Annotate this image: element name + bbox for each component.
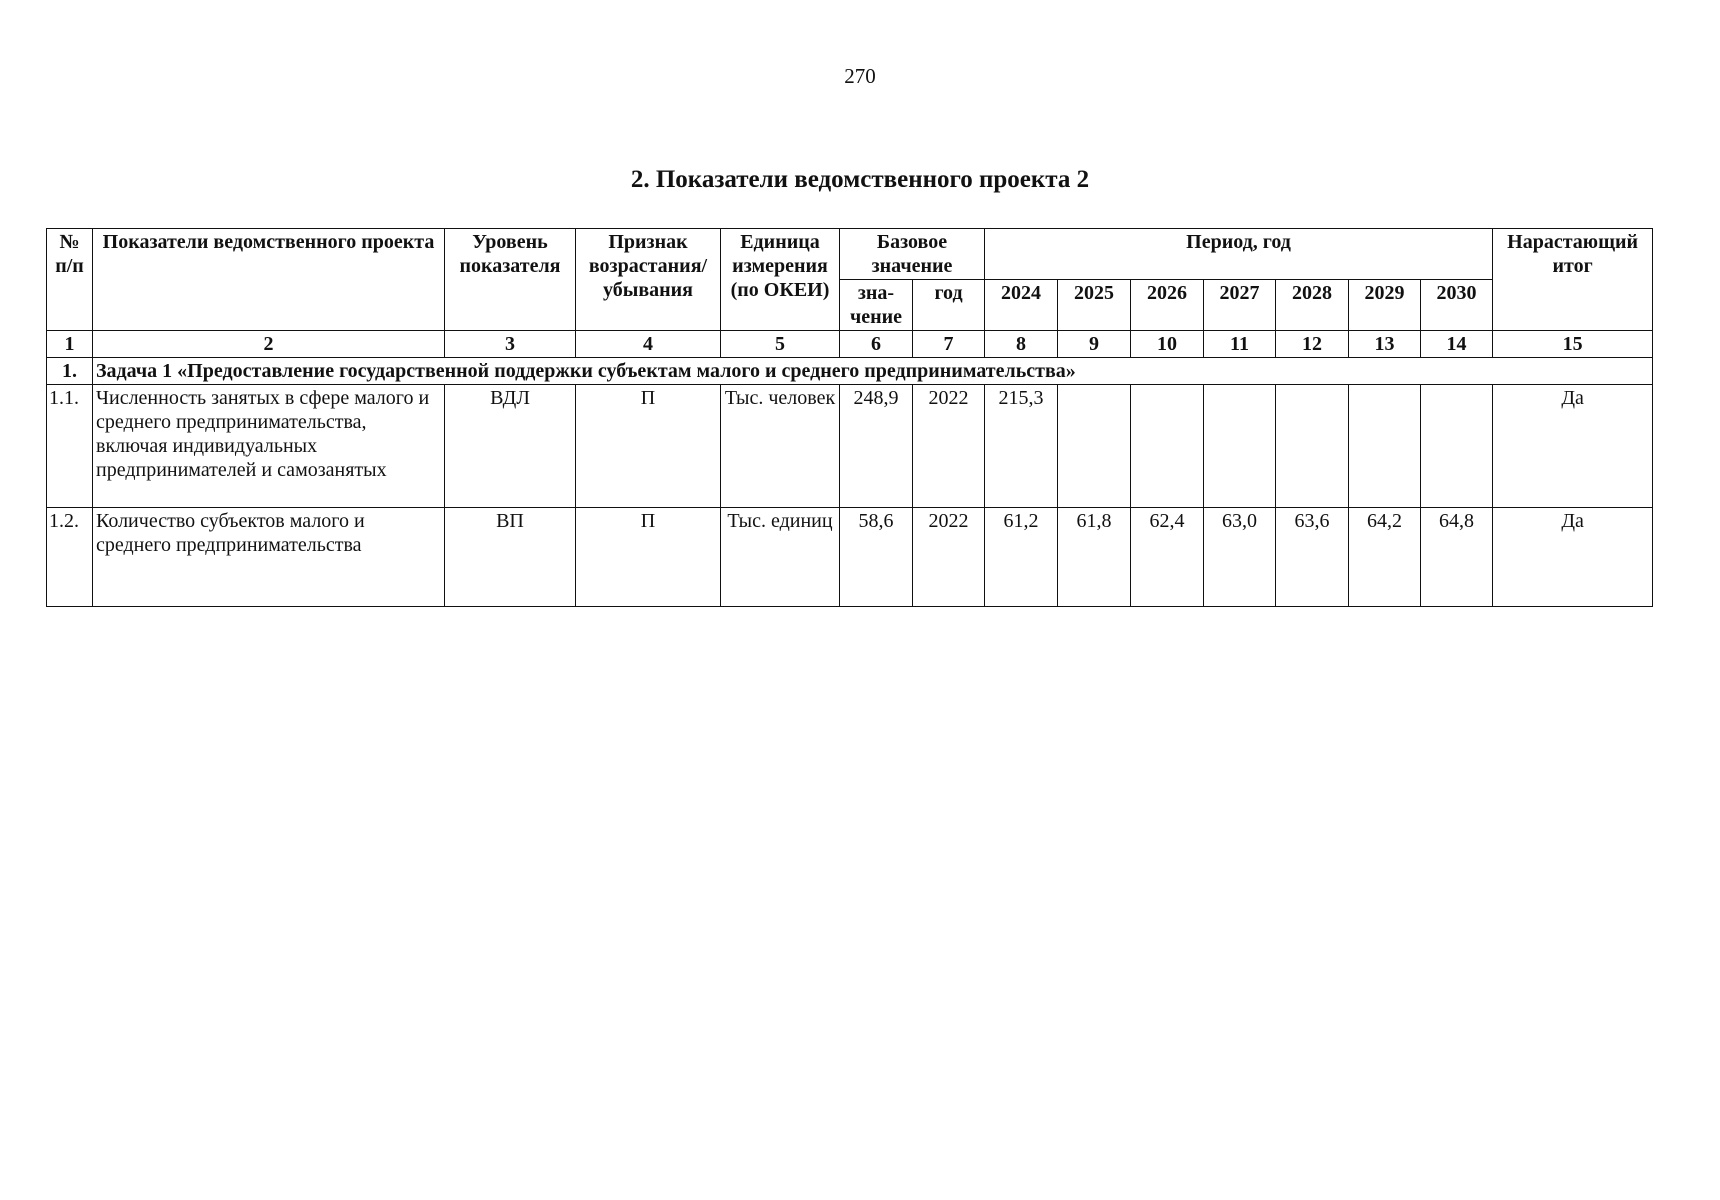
header-indicator: Показатели ведомственного проекта bbox=[93, 229, 445, 331]
indicator-unit: Тыс. человек bbox=[721, 385, 840, 508]
column-number: 8 bbox=[985, 331, 1058, 358]
year-value: 64,8 bbox=[1421, 508, 1493, 607]
indicator-name: Численность занятых в сфере малого и среднего предпринимательства, включая индивидуальных предпринимателей и самозанятых bbox=[93, 385, 445, 508]
header-year: 2024 bbox=[985, 280, 1058, 331]
task-number: 1. bbox=[47, 358, 93, 385]
column-number: 14 bbox=[1421, 331, 1493, 358]
year-value: 64,2 bbox=[1349, 508, 1421, 607]
indicators-table bbox=[46, 228, 1653, 607]
table-row bbox=[47, 508, 1653, 607]
column-number: 5 bbox=[721, 331, 840, 358]
column-number: 1 bbox=[47, 331, 93, 358]
header-base: Базовое значение bbox=[840, 229, 985, 280]
header-trend: Признак возрастания/ убывания bbox=[576, 229, 721, 331]
cumulative-value: Да bbox=[1493, 508, 1653, 607]
indicator-trend: П bbox=[576, 508, 721, 607]
year-value bbox=[1204, 385, 1276, 508]
base-value: 58,6 bbox=[840, 508, 913, 607]
column-number: 10 bbox=[1131, 331, 1204, 358]
header-period: Период, год bbox=[985, 229, 1493, 280]
indicator-unit: Тыс. единиц bbox=[721, 508, 840, 607]
header-base-year: год bbox=[913, 280, 985, 331]
header-base-value: зна- чение bbox=[840, 280, 913, 331]
header-year: 2028 bbox=[1276, 280, 1349, 331]
year-value: 62,4 bbox=[1131, 508, 1204, 607]
task-row bbox=[47, 358, 1653, 385]
year-value: 63,0 bbox=[1204, 508, 1276, 607]
cumulative-value: Да bbox=[1493, 385, 1653, 508]
row-number: 1.1. bbox=[47, 385, 93, 508]
table-row bbox=[47, 385, 1653, 508]
column-number: 2 bbox=[93, 331, 445, 358]
year-value bbox=[1058, 385, 1131, 508]
year-value bbox=[1276, 385, 1349, 508]
year-value: 215,3 bbox=[985, 385, 1058, 508]
indicator-trend: П bbox=[576, 385, 721, 508]
task-title: Задача 1 «Предоставление государственной поддержки субъектам малого и среднего предпринимательства» bbox=[93, 358, 1653, 385]
header-year: 2026 bbox=[1131, 280, 1204, 331]
header-year: 2030 bbox=[1421, 280, 1493, 331]
column-number: 12 bbox=[1276, 331, 1349, 358]
header-year: 2029 bbox=[1349, 280, 1421, 331]
page-number: 270 bbox=[844, 64, 876, 88]
year-value bbox=[1349, 385, 1421, 508]
year-value: 63,6 bbox=[1276, 508, 1349, 607]
row-number: 1.2. bbox=[47, 508, 93, 607]
base-year: 2022 bbox=[913, 385, 985, 508]
indicator-level: ВДЛ bbox=[445, 385, 576, 508]
column-number: 7 bbox=[913, 331, 985, 358]
base-year: 2022 bbox=[913, 508, 985, 607]
column-number: 3 bbox=[445, 331, 576, 358]
base-value: 248,9 bbox=[840, 385, 913, 508]
header-num: № п/п bbox=[47, 229, 93, 331]
page-title: 2. Показатели ведомственного проекта 2 bbox=[630, 166, 1090, 193]
header-unit: Единица измерения (по ОКЕИ) bbox=[721, 229, 840, 331]
column-number: 6 bbox=[840, 331, 913, 358]
column-number: 9 bbox=[1058, 331, 1131, 358]
column-number: 4 bbox=[576, 331, 721, 358]
year-value: 61,8 bbox=[1058, 508, 1131, 607]
year-value bbox=[1421, 385, 1493, 508]
year-value: 61,2 bbox=[985, 508, 1058, 607]
column-number: 11 bbox=[1204, 331, 1276, 358]
column-number: 15 bbox=[1493, 331, 1653, 358]
indicator-level: ВП bbox=[445, 508, 576, 607]
year-value bbox=[1131, 385, 1204, 508]
header-year: 2025 bbox=[1058, 280, 1131, 331]
column-numbers-row bbox=[47, 331, 1653, 358]
indicator-name: Количество субъектов малого и среднего предпринимательства bbox=[93, 508, 445, 607]
header-level: Уровень показателя bbox=[445, 229, 576, 331]
column-number: 13 bbox=[1349, 331, 1421, 358]
header-year: 2027 bbox=[1204, 280, 1276, 331]
header-cumulative: Нарастающий итог bbox=[1493, 229, 1653, 331]
